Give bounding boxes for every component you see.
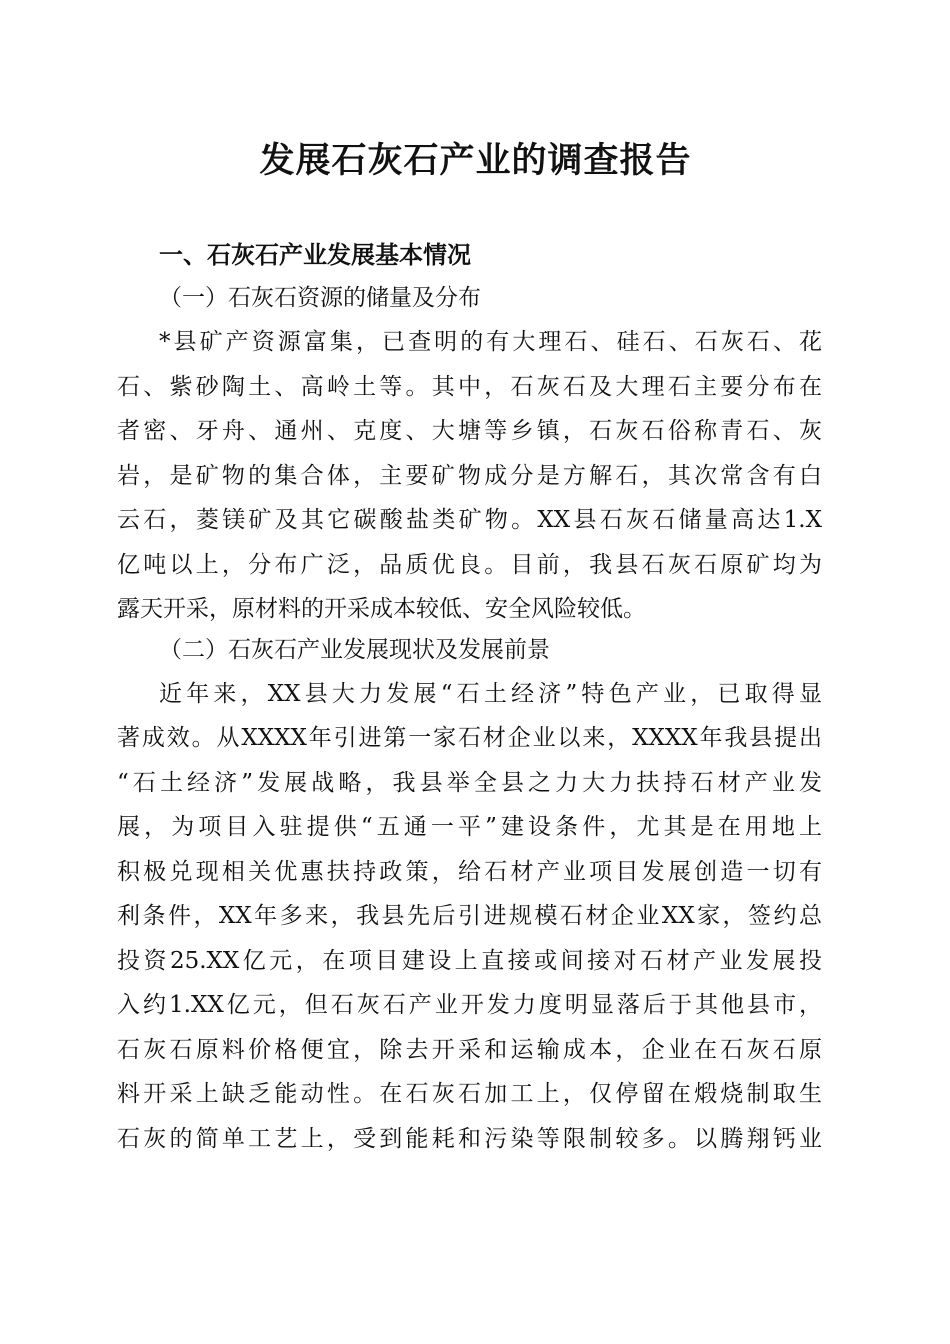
paragraph-line: 露天开采，原材料的开采成本较低、安全风险较低。 <box>117 596 646 622</box>
paragraph-line: 岩，是矿物的集合体，主要矿物成分是方解石，其次常含有白 <box>117 462 822 489</box>
paragraph-status <box>117 672 822 1162</box>
paragraph-line: 利条件，XX年多来，我县先后引进规模石材企业XX家，签约总 <box>117 903 822 929</box>
paragraph-line: 石灰石原料价格便宜，除去开采和运输成本，企业在石灰石原 <box>117 1036 822 1063</box>
paragraph-line: 云石，菱镁矿及其它碳酸盐类矿物。XX县石灰石储量高达1.X <box>117 507 822 533</box>
paragraph-resources <box>117 320 822 632</box>
paragraph-line: 亿吨以上，分布广泛，品质优良。目前，我县石灰石原矿均为 <box>117 551 822 578</box>
paragraph-line: 者密、牙舟、通州、克度、大塘等乡镇，石灰石俗称青石、灰 <box>117 418 822 444</box>
paragraph-line: 料开采上缺乏能动性。在石灰石加工上，仅停留在煅烧制取生 <box>117 1081 822 1107</box>
section-heading-1: 一、石灰石产业发展基本情况 <box>159 241 471 269</box>
paragraph-line: 展，为项目入驻提供“五通一平”建设条件，尤其是在用地上 <box>117 814 822 840</box>
subsection-heading-1: （一）石灰石资源的储量及分布 <box>159 285 481 311</box>
paragraph-line: 著成效。从XXXX年引进第一家石材企业以来，XXXX年我县提出 <box>117 725 822 751</box>
subsection-heading-2: （二）石灰石产业发展现状及发展前景 <box>159 636 550 663</box>
paragraph-line: 投资25.XX亿元，在项目建设上直接或间接对石材产业发展投 <box>117 947 822 974</box>
document-title: 发展石灰石产业的调查报告 <box>259 140 692 181</box>
paragraph-line: 石灰的简单工艺上，受到能耗和污染等限制较多。以腾翔钙业 <box>117 1125 822 1152</box>
paragraph-line: 近年来，XX县大力发展“石土经济”特色产业，已取得显 <box>159 680 822 707</box>
paragraph-line: 积极兑现相关优惠扶持政策，给石材产业项目发展创造一切有 <box>117 858 822 885</box>
paragraph-line: “石土经济”发展战略，我县举全县之力大力扶持石材产业发 <box>117 769 822 796</box>
paragraph-line: *县矿产资源富集，已查明的有大理石、硅石、石灰石、花 <box>159 329 822 355</box>
paragraph-line: 石、紫砂陶土、高岭土等。其中，石灰石及大理石主要分布在 <box>117 373 822 400</box>
paragraph-line: 入约1.XX亿元，但石灰石产业开发力度明显落后于其他县市， <box>117 992 822 1018</box>
